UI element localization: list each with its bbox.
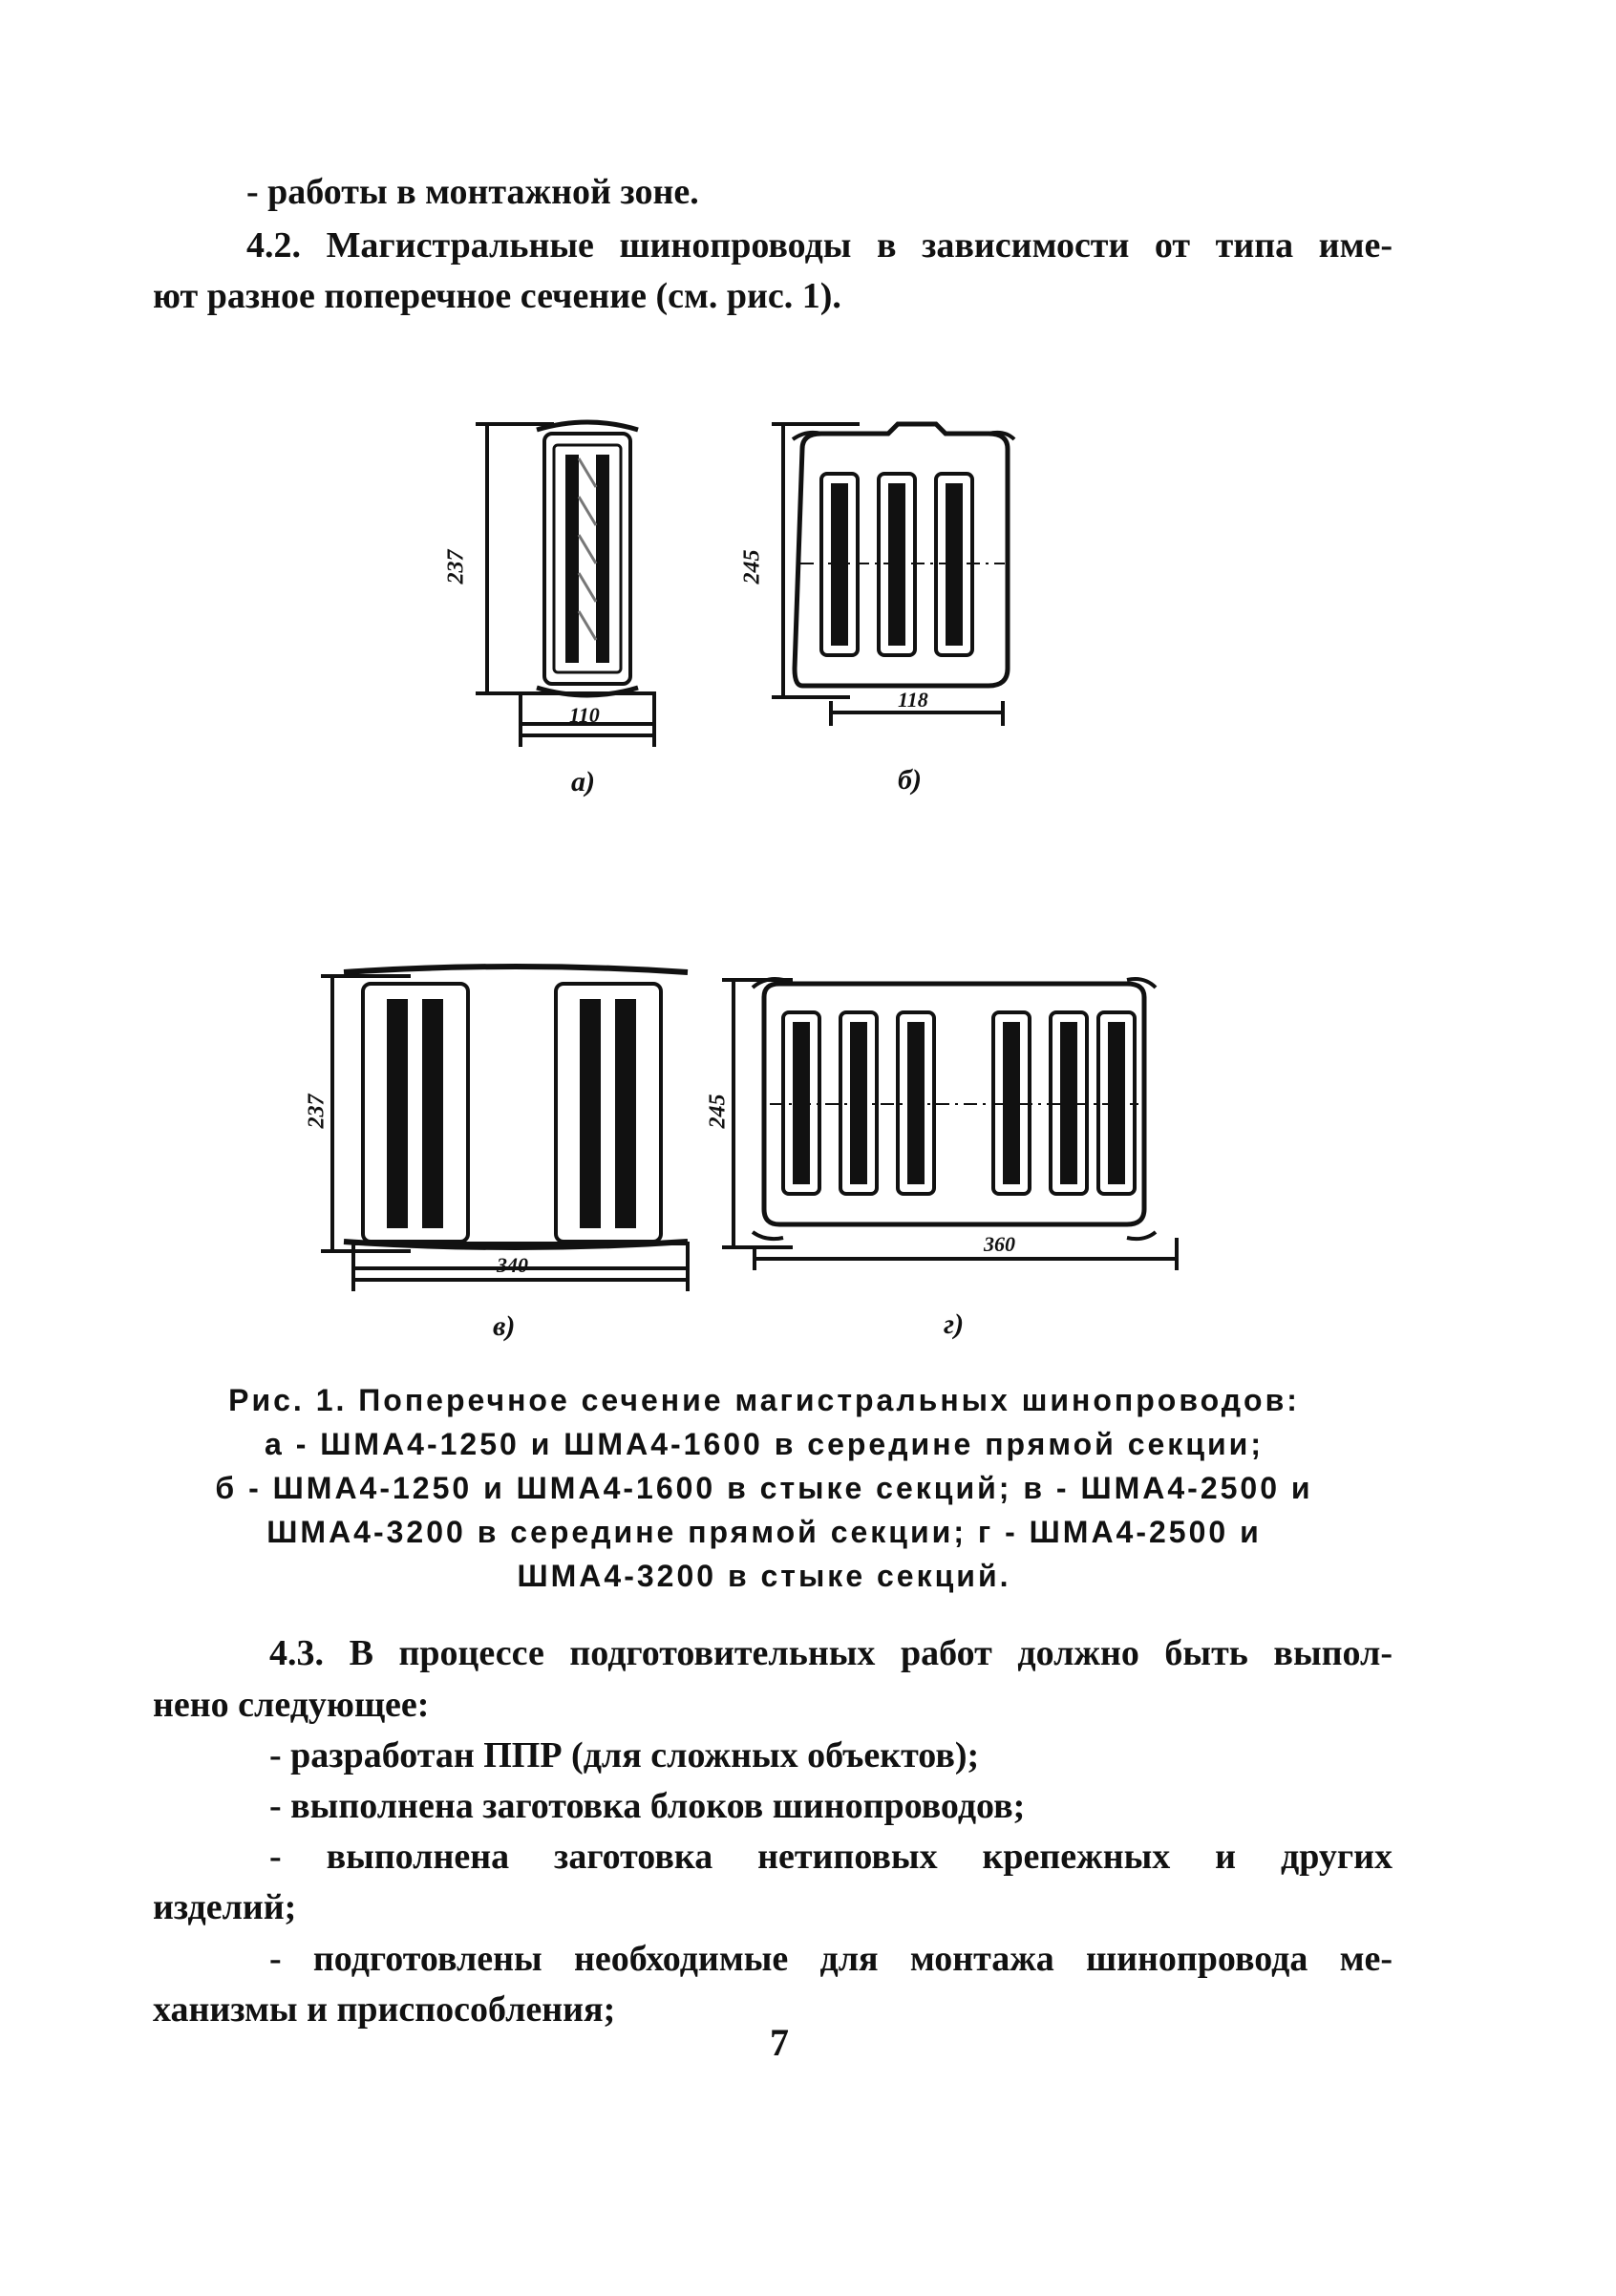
figure-g-label: г) [944,1308,965,1340]
paragraph-4-2-line-2: ют разное поперечное сечение (см. рис. 1). [153,276,841,316]
figure-a-label: а) [571,766,595,797]
list-item-blocks: - выполнена заготовка блоков шинопроводов; [269,1786,1026,1826]
caption-line-2: а - ШМА4-1250 и ШМА4-1600 в середине прямой секции; [265,1427,1264,1461]
figure-g-drawing [707,955,1203,1356]
figure-g-height-dim: 245 [705,1094,731,1129]
figure-caption [143,1378,1385,1598]
figure-b-drawing [745,411,1060,812]
figure-b-label: б) [898,764,922,796]
paragraph-4-3-line-2: нено следующее: [153,1685,430,1725]
figure-a-height-dim: 237 [443,549,469,585]
figure-a-width-dim: 110 [569,703,600,727]
figure-g-cross-section [707,955,1203,1356]
caption-line-5: ШМА4-3200 в стыке секций. [517,1559,1011,1593]
list-item-fasteners-line-1: - выполнена заготовка нетиповых крепежных и других [269,1837,1393,1877]
caption-line-1: Рис. 1. Поперечное сечение магистральных шинопроводов: [228,1383,1300,1417]
figure-b-height-dim: 245 [739,549,765,585]
figure-b-width-dim: 118 [898,688,928,712]
list-item-mechanisms-line-2: ханизмы и приспособления; [153,1989,616,2030]
text-line-work-zone: - работы в монтажной зоне. [246,172,699,212]
figure-a-cross-section [443,411,678,812]
paragraph-4-3-line-1: 4.3. В процессе подготовительных работ должно быть выпол- [269,1633,1393,1673]
figure-v-drawing [306,955,707,1356]
figure-v-height-dim: 237 [304,1094,330,1129]
figure-g-width-dim: 360 [984,1232,1015,1256]
figure-v-label: в) [493,1310,516,1342]
figure-a-drawing [449,411,678,812]
list-item-mechanisms-line-1: - подготовлены необходимые для монтажа шинопровода ме- [269,1939,1393,1979]
list-item-fasteners-line-2: изделий; [153,1887,297,1927]
figure-b-cross-section [739,411,1060,812]
list-item-ppr: - разработан ППР (для сложных объектов); [269,1735,980,1775]
page-number: 7 [770,2021,789,2064]
figure-v-width-dim: 340 [497,1253,528,1277]
figure-v-cross-section [306,955,707,1356]
caption-line-3: б - ШМА4-1250 и ШМА4-1600 в стыке секций; в - ШМА4-2500 и [215,1471,1313,1505]
caption-line-4: ШМА4-3200 в середине прямой секции; г - ШМА4-2500 и [266,1515,1262,1549]
paragraph-4-2-line-1: 4.2. Магистральные шинопроводы в зависимости от типа име- [246,225,1393,266]
